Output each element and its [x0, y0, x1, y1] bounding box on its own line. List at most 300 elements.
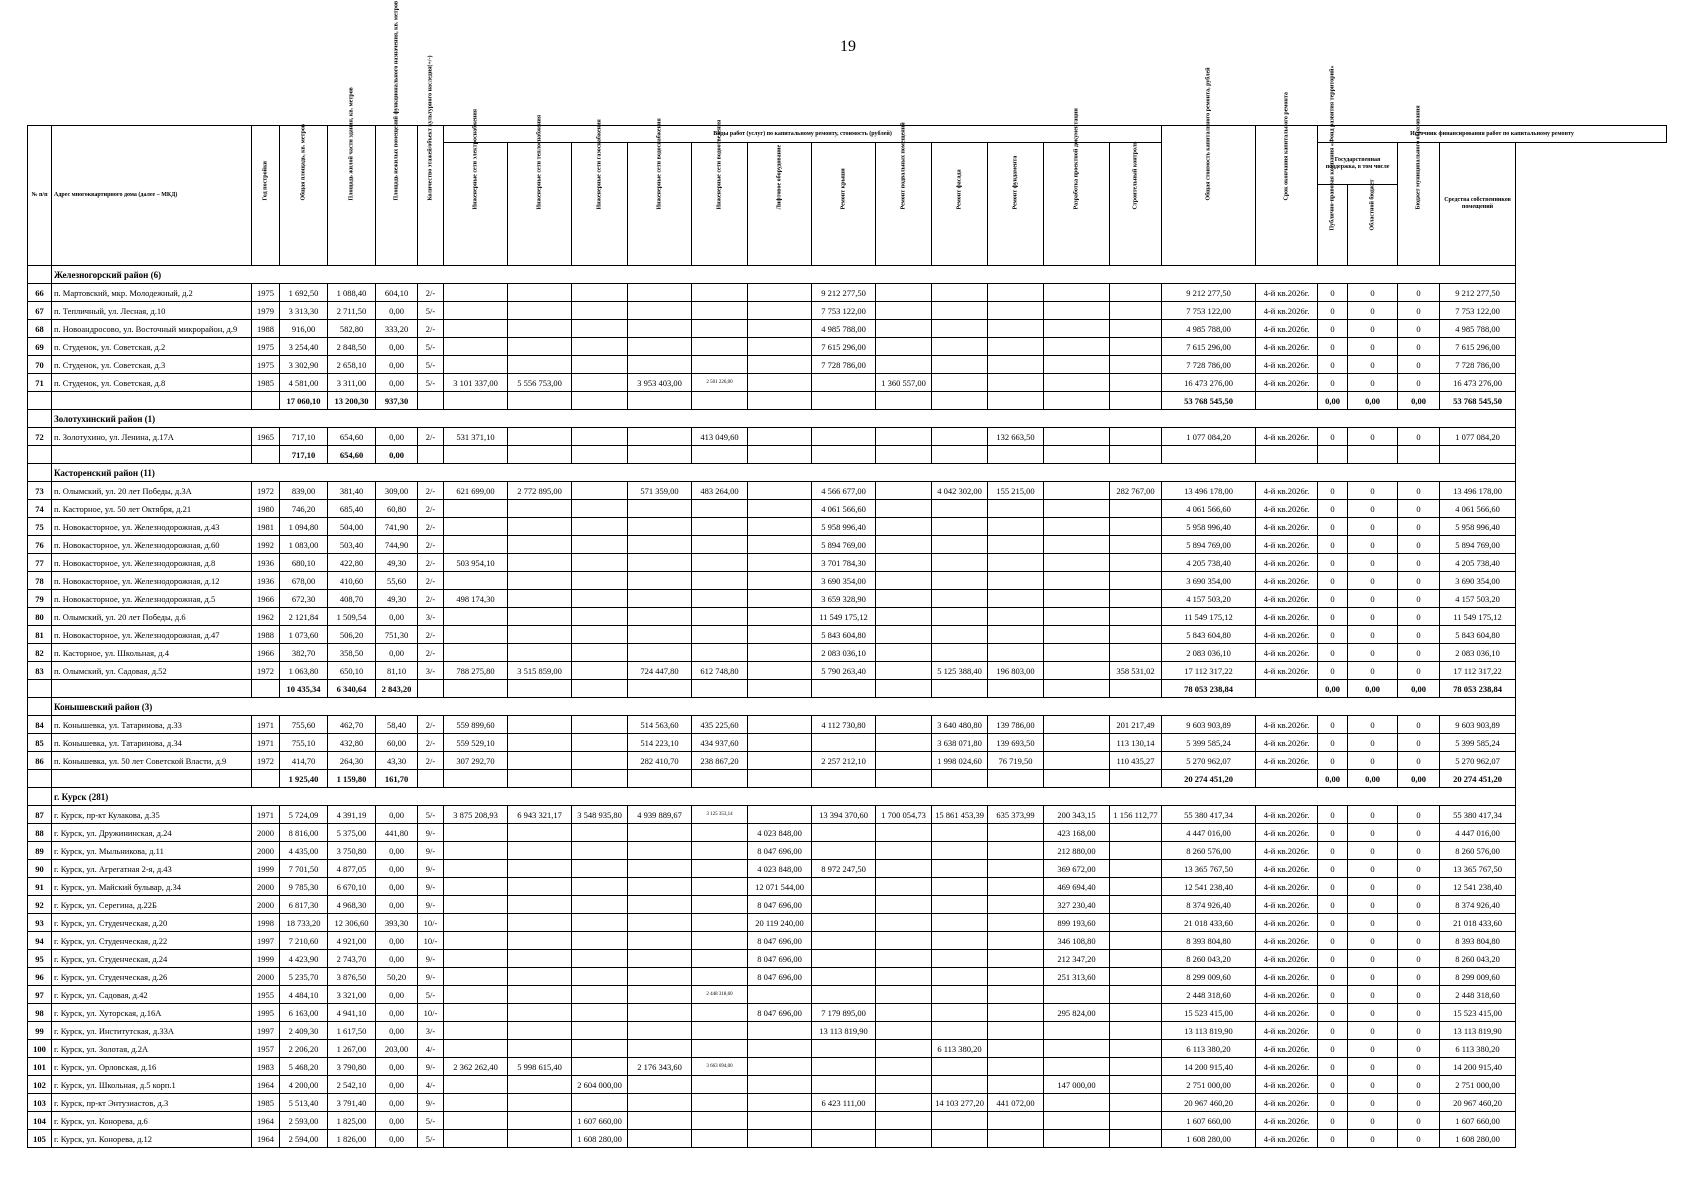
table-row [28, 968, 1667, 986]
work-cost-cell [1044, 590, 1110, 608]
row-number: 79 [28, 590, 52, 608]
table-row [28, 716, 1667, 734]
work-cost-cell [932, 356, 988, 374]
regional-cell: 0 [1348, 896, 1398, 914]
fund-cell: 0 [1318, 950, 1348, 968]
owners-cell: 4 157 503,20 [1440, 590, 1516, 608]
living-area-cell: 506,20 [328, 626, 376, 644]
municipal-cell: 0 [1398, 842, 1440, 860]
row-number: 86 [28, 752, 52, 770]
work-cost-cell [508, 842, 572, 860]
regional-cell: 0 [1348, 284, 1398, 302]
work-cost-cell [1110, 536, 1162, 554]
owners-cell: 1 608 280,00 [1440, 1130, 1516, 1148]
total-area-cell: 5 468,20 [280, 1058, 328, 1076]
living-area-sum: 6 340,64 [328, 680, 376, 698]
municipal-cell: 0 [1398, 932, 1440, 950]
total-work-cell [1110, 446, 1162, 464]
floors-cell: 4/- [418, 1040, 444, 1058]
floors-cell: 9/- [418, 842, 444, 860]
address-cell: п. Новокасторное, ул. Железнодорожная, д.5 [52, 590, 252, 608]
work-cost-cell [988, 878, 1044, 896]
total-area-cell: 6 163,00 [280, 1004, 328, 1022]
total-cost-cell: 12 541 238,40 [1162, 878, 1256, 896]
work-cost-cell [572, 1004, 628, 1022]
work-cost-cell [692, 338, 748, 356]
fund-sum: 0,00 [1318, 680, 1348, 698]
municipal-cell: 0 [1398, 500, 1440, 518]
living-area-cell: 503,40 [328, 536, 376, 554]
regional-cell: 0 [1348, 338, 1398, 356]
total-cost-cell: 8 260 576,00 [1162, 842, 1256, 860]
work-cost-cell [1110, 626, 1162, 644]
work-cost-cell [508, 986, 572, 1004]
work-cost-cell: 7 615 296,00 [812, 338, 876, 356]
section-num-cell [28, 464, 52, 482]
work-cost-cell [748, 302, 812, 320]
nonliving-area-cell: 0,00 [376, 1094, 418, 1112]
work-cost-cell [876, 536, 932, 554]
work-cost-cell [444, 1004, 508, 1022]
work-cost-cell [692, 302, 748, 320]
work-cost-cell [748, 1076, 812, 1094]
work-cost-cell [572, 986, 628, 1004]
fund-cell: 0 [1318, 320, 1348, 338]
total-area-cell: 755,60 [280, 716, 328, 734]
work-cost-cell: 282 767,00 [1110, 482, 1162, 500]
work-cost-cell: 559 529,10 [444, 734, 508, 752]
total-cost-cell: 5 399 585,24 [1162, 734, 1256, 752]
total-area-cell: 4 423,90 [280, 950, 328, 968]
owners-cell: 15 523 415,00 [1440, 1004, 1516, 1022]
work-cost-cell [812, 878, 876, 896]
total-work-cell [812, 770, 876, 788]
owners-cell: 13 113 819,90 [1440, 1022, 1516, 1040]
work-cost-cell [932, 1004, 988, 1022]
total-floors-cell [418, 446, 444, 464]
district-total-row [28, 392, 1667, 410]
nonliving-area-cell: 0,00 [376, 1058, 418, 1076]
work-cost-cell [508, 536, 572, 554]
work-cost-cell [444, 644, 508, 662]
total-area-cell: 1 063,80 [280, 662, 328, 680]
work-cost-cell [1110, 428, 1162, 446]
regional-cell: 0 [1348, 320, 1398, 338]
deadline-cell: 4-й кв.2026г. [1256, 1076, 1318, 1094]
work-cost-cell [692, 896, 748, 914]
owners-cell: 9 603 903,89 [1440, 716, 1516, 734]
row-number: 68 [28, 320, 52, 338]
regional-cell: 0 [1348, 482, 1398, 500]
work-cost-cell: 434 937,60 [692, 734, 748, 752]
work-cost-cell [444, 950, 508, 968]
work-cost-cell: 5 790 263,40 [812, 662, 876, 680]
work-cost-cell: 483 264,00 [692, 482, 748, 500]
total-cost-cell: 1 608 280,00 [1162, 1130, 1256, 1148]
work-cost-cell [444, 986, 508, 1004]
table-row [28, 752, 1667, 770]
total-work-cell [572, 680, 628, 698]
row-number: 92 [28, 896, 52, 914]
nonliving-area-cell: 0,00 [376, 986, 418, 1004]
year-cell: 1985 [252, 1094, 280, 1112]
work-cost-cell [748, 338, 812, 356]
nonliving-area-cell: 333,20 [376, 320, 418, 338]
total-cost-cell: 4 157 503,20 [1162, 590, 1256, 608]
row-number: 100 [28, 1040, 52, 1058]
total-work-cell [876, 392, 932, 410]
address-cell: г. Курск, ул. Студенческая, д.22 [52, 932, 252, 950]
work-cost-cell [812, 1112, 876, 1130]
work-cost-cell: 5 894 769,00 [812, 536, 876, 554]
owners-cell: 8 299 009,60 [1440, 968, 1516, 986]
regional-cell: 0 [1348, 1022, 1398, 1040]
work-cost-cell [508, 860, 572, 878]
regional-cell: 0 [1348, 428, 1398, 446]
year-cell: 1936 [252, 554, 280, 572]
work-cost-cell [748, 1130, 812, 1148]
address-cell: п. Новокасторное, ул. Железнодорожная, д.43 [52, 518, 252, 536]
table-row [28, 644, 1667, 662]
work-cost-cell: 6 423 111,00 [812, 1094, 876, 1112]
owners-cell: 4 447 016,00 [1440, 824, 1516, 842]
table-row [28, 1130, 1667, 1148]
fund-cell: 0 [1318, 1040, 1348, 1058]
work-cost-cell: 3 101 337,00 [444, 374, 508, 392]
municipal-cell: 0 [1398, 1130, 1440, 1148]
work-cost-cell [572, 968, 628, 986]
deadline-cell: 4-й кв.2026г. [1256, 644, 1318, 662]
deadline-cell: 4-й кв.2026г. [1256, 482, 1318, 500]
total-area-cell: 2 206,20 [280, 1040, 328, 1058]
work-cost-cell [1044, 554, 1110, 572]
work-cost-cell [628, 986, 692, 1004]
floors-cell: 9/- [418, 1058, 444, 1076]
municipal-cell: 0 [1398, 1040, 1440, 1058]
owners-cell: 12 541 238,40 [1440, 878, 1516, 896]
living-area-cell: 2 848,50 [328, 338, 376, 356]
total-work-cell [932, 392, 988, 410]
regional-cell: 0 [1348, 1040, 1398, 1058]
total-work-cell [988, 392, 1044, 410]
deadline-cell: 4-й кв.2026г. [1256, 986, 1318, 1004]
living-area-cell: 2 542,10 [328, 1076, 376, 1094]
total-work-cell [812, 680, 876, 698]
municipal-cell: 0 [1398, 914, 1440, 932]
total-cost-cell: 4 985 788,00 [1162, 320, 1256, 338]
owners-cell: 5 399 585,24 [1440, 734, 1516, 752]
work-cost-cell [876, 518, 932, 536]
total-work-cell [932, 680, 988, 698]
floors-cell: 10/- [418, 914, 444, 932]
year-cell: 1971 [252, 734, 280, 752]
address-cell: п. Новокасторное, ул. Железнодорожная, д.60 [52, 536, 252, 554]
work-cost-cell: 514 223,10 [628, 734, 692, 752]
total-area-cell: 717,10 [280, 428, 328, 446]
owners-cell: 7 753 122,00 [1440, 302, 1516, 320]
total-area-cell: 755,10 [280, 734, 328, 752]
owners-cell: 9 212 277,50 [1440, 284, 1516, 302]
header-fund: Публично-правовая компания «Фонд развития территорий» [1318, 185, 1348, 266]
work-cost-cell: 4 061 566,60 [812, 500, 876, 518]
work-cost-cell [988, 572, 1044, 590]
work-cost-cell [508, 500, 572, 518]
living-area-cell: 2 711,50 [328, 302, 376, 320]
work-cost-cell [508, 320, 572, 338]
living-area-cell: 4 391,19 [328, 806, 376, 824]
header-work-lift: Лифтовое оборудование [748, 143, 812, 266]
deadline-cell: 4-й кв.2026г. [1256, 356, 1318, 374]
work-cost-cell [1044, 1058, 1110, 1076]
work-cost-cell [876, 752, 932, 770]
work-cost-cell [1044, 356, 1110, 374]
work-cost-cell [988, 1058, 1044, 1076]
work-cost-cell [628, 1094, 692, 1112]
row-number: 98 [28, 1004, 52, 1022]
total-cost-cell: 2 751 000,00 [1162, 1076, 1256, 1094]
work-cost-cell [1044, 626, 1110, 644]
work-cost-cell: 6 113 380,20 [932, 1040, 988, 1058]
living-area-cell: 685,40 [328, 500, 376, 518]
work-cost-cell [444, 824, 508, 842]
total-deadline-cell [1256, 770, 1318, 788]
total-area-cell: 2 594,00 [280, 1130, 328, 1148]
work-cost-cell [932, 644, 988, 662]
header-num: № п/п [28, 126, 52, 266]
floors-cell: 2/- [418, 644, 444, 662]
floors-cell: 2/- [418, 428, 444, 446]
total-year-cell [252, 680, 280, 698]
owners-cell: 8 393 804,80 [1440, 932, 1516, 950]
year-cell: 1964 [252, 1076, 280, 1094]
work-cost-cell [572, 590, 628, 608]
total-area-cell: 2 121,84 [280, 608, 328, 626]
fund-cell: 0 [1318, 716, 1348, 734]
owners-sum: 20 274 451,20 [1440, 770, 1516, 788]
work-cost-cell [876, 1004, 932, 1022]
work-cost-cell [508, 968, 572, 986]
work-cost-cell [572, 302, 628, 320]
address-cell: п. Новокасторное, ул. Железнодорожная, д.8 [52, 554, 252, 572]
work-cost-cell [1044, 482, 1110, 500]
nonliving-area-cell: 393,30 [376, 914, 418, 932]
address-cell: п. Студенок, ул. Советская, д.2 [52, 338, 252, 356]
work-cost-cell [932, 878, 988, 896]
work-cost-cell [876, 1058, 932, 1076]
deadline-cell: 4-й кв.2026г. [1256, 932, 1318, 950]
work-cost-cell [1110, 1040, 1162, 1058]
address-cell: г. Курск, ул. Конорева, д.12 [52, 1130, 252, 1148]
fund-cell: 0 [1318, 518, 1348, 536]
municipal-cell: 0 [1398, 1094, 1440, 1112]
work-cost-cell [508, 302, 572, 320]
regional-sum: 0,00 [1348, 392, 1398, 410]
municipal-sum: 0,00 [1398, 770, 1440, 788]
work-cost-cell [444, 1094, 508, 1112]
header-work-electric: Инженерные сети электроснабжения [444, 143, 508, 266]
work-cost-cell [572, 536, 628, 554]
total-cost-cell: 1 077 084,20 [1162, 428, 1256, 446]
work-cost-cell [988, 932, 1044, 950]
deadline-cell: 4-й кв.2026г. [1256, 1112, 1318, 1130]
year-cell: 1985 [252, 374, 280, 392]
address-cell: г. Курск, ул. Дружининская, д.24 [52, 824, 252, 842]
work-cost-cell [444, 608, 508, 626]
address-cell: г. Курск, ул. Конорева, д.6 [52, 1112, 252, 1130]
total-work-cell [988, 680, 1044, 698]
year-cell: 1975 [252, 284, 280, 302]
work-cost-cell: 4 023 848,00 [748, 824, 812, 842]
municipal-cell: 0 [1398, 572, 1440, 590]
capital-repair-table-wrapper [27, 0, 1667, 1148]
living-area-cell: 432,80 [328, 734, 376, 752]
nonliving-area-cell: 60,80 [376, 500, 418, 518]
total-cost-sum: 20 274 451,20 [1162, 770, 1256, 788]
deadline-cell: 4-й кв.2026г. [1256, 824, 1318, 842]
total-area-cell: 680,10 [280, 554, 328, 572]
work-cost-cell [812, 968, 876, 986]
row-number: 83 [28, 662, 52, 680]
work-cost-cell [572, 572, 628, 590]
regional-cell: 0 [1348, 356, 1398, 374]
work-cost-cell [508, 356, 572, 374]
total-cost-cell: 7 728 786,00 [1162, 356, 1256, 374]
work-cost-cell [508, 716, 572, 734]
work-cost-cell: 2 448 318,60 [692, 986, 748, 1004]
nonliving-area-cell: 0,00 [376, 1112, 418, 1130]
total-area-cell: 916,00 [280, 320, 328, 338]
work-cost-cell [572, 482, 628, 500]
work-cost-cell [1110, 1004, 1162, 1022]
work-cost-cell [444, 320, 508, 338]
deadline-cell: 4-й кв.2026г. [1256, 590, 1318, 608]
work-cost-cell: 20 119 240,00 [748, 914, 812, 932]
row-number: 94 [28, 932, 52, 950]
total-work-cell [692, 770, 748, 788]
fund-cell: 0 [1318, 842, 1348, 860]
total-area-sum: 717,10 [280, 446, 328, 464]
regional-cell: 0 [1348, 1130, 1398, 1148]
work-cost-cell [508, 734, 572, 752]
work-cost-cell [988, 1112, 1044, 1130]
municipal-sum [1398, 446, 1440, 464]
total-cost-cell: 16 473 276,00 [1162, 374, 1256, 392]
work-cost-cell [1044, 1112, 1110, 1130]
living-area-cell: 4 921,00 [328, 932, 376, 950]
work-cost-cell: 3 125 353,14 [692, 806, 748, 824]
total-area-cell: 4 200,00 [280, 1076, 328, 1094]
work-cost-cell [748, 572, 812, 590]
deadline-cell: 4-й кв.2026г. [1256, 968, 1318, 986]
work-cost-cell: 358 531,02 [1110, 662, 1162, 680]
fund-cell: 0 [1318, 644, 1348, 662]
district-section-row [28, 410, 1667, 428]
work-cost-cell [1044, 1130, 1110, 1148]
total-floors-cell [418, 680, 444, 698]
year-cell: 1971 [252, 716, 280, 734]
living-area-cell: 408,70 [328, 590, 376, 608]
regional-sum [1348, 446, 1398, 464]
table-row [28, 1040, 1667, 1058]
work-cost-cell [1044, 752, 1110, 770]
work-cost-cell [988, 518, 1044, 536]
work-cost-cell [748, 734, 812, 752]
total-cost-cell: 13 365 767,50 [1162, 860, 1256, 878]
floors-cell: 9/- [418, 878, 444, 896]
work-cost-cell [628, 428, 692, 446]
nonliving-area-cell: 441,80 [376, 824, 418, 842]
work-cost-cell [1044, 374, 1110, 392]
owners-sum [1440, 446, 1516, 464]
work-cost-cell [932, 842, 988, 860]
living-area-cell: 12 306,60 [328, 914, 376, 932]
total-addr-cell [52, 392, 252, 410]
row-number: 99 [28, 1022, 52, 1040]
header-work-roof: Ремонт крыши [812, 143, 876, 266]
floors-cell: 5/- [418, 338, 444, 356]
total-cost-cell: 8 393 804,80 [1162, 932, 1256, 950]
total-cost-cell: 11 549 175,12 [1162, 608, 1256, 626]
work-cost-cell [628, 932, 692, 950]
work-cost-cell [876, 320, 932, 338]
work-cost-cell [508, 644, 572, 662]
work-cost-cell [812, 428, 876, 446]
nonliving-area-cell: 0,00 [376, 1130, 418, 1148]
municipal-cell: 0 [1398, 374, 1440, 392]
owners-cell: 1 077 084,20 [1440, 428, 1516, 446]
work-cost-cell [988, 500, 1044, 518]
total-cost-cell: 7 753 122,00 [1162, 302, 1256, 320]
work-cost-cell [628, 950, 692, 968]
work-cost-cell [748, 1040, 812, 1058]
fund-cell: 0 [1318, 608, 1348, 626]
row-number: 74 [28, 500, 52, 518]
work-cost-cell [876, 590, 932, 608]
year-cell: 1971 [252, 806, 280, 824]
work-cost-cell [748, 356, 812, 374]
work-cost-cell [692, 608, 748, 626]
work-cost-cell: 7 728 786,00 [812, 356, 876, 374]
work-cost-cell [692, 572, 748, 590]
living-area-cell: 3 321,00 [328, 986, 376, 1004]
row-number: 67 [28, 302, 52, 320]
total-area-cell: 1 073,60 [280, 626, 328, 644]
owners-cell: 55 380 417,34 [1440, 806, 1516, 824]
regional-cell: 0 [1348, 932, 1398, 950]
table-row [28, 302, 1667, 320]
floors-cell: 2/- [418, 734, 444, 752]
table-row [28, 878, 1667, 896]
work-cost-cell [444, 914, 508, 932]
work-cost-cell [444, 860, 508, 878]
work-cost-cell [1110, 1094, 1162, 1112]
total-year-cell [252, 446, 280, 464]
work-cost-cell [932, 338, 988, 356]
total-work-cell [748, 680, 812, 698]
work-cost-cell: 307 292,70 [444, 752, 508, 770]
work-cost-cell: 155 215,00 [988, 482, 1044, 500]
work-cost-cell [748, 626, 812, 644]
owners-cell: 13 365 767,50 [1440, 860, 1516, 878]
work-cost-cell [1110, 896, 1162, 914]
work-cost-cell [628, 518, 692, 536]
floors-cell: 10/- [418, 1004, 444, 1022]
nonliving-area-cell: 0,00 [376, 842, 418, 860]
work-cost-cell [932, 320, 988, 338]
total-cost-cell: 9 212 277,50 [1162, 284, 1256, 302]
total-area-cell: 7 210,60 [280, 932, 328, 950]
work-cost-cell [988, 626, 1044, 644]
